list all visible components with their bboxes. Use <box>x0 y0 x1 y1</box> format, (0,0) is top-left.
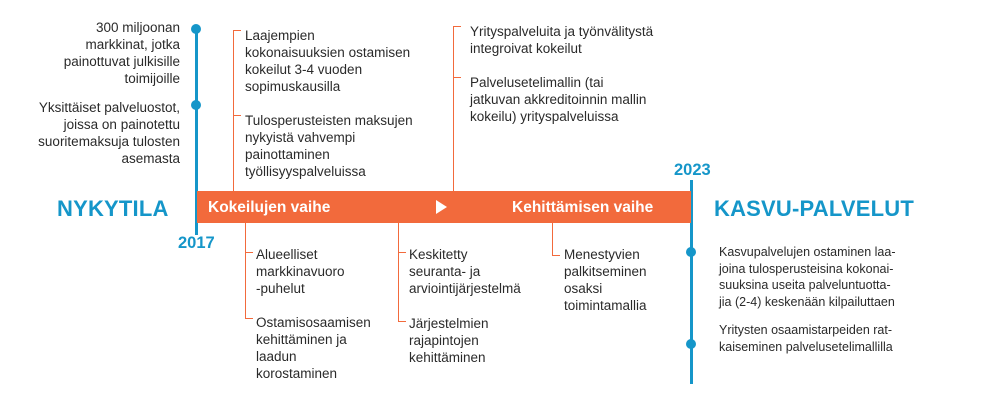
tick-above-second-1 <box>453 26 461 27</box>
below-second-item-2: Järjestelmien rajapintojen kehittäminen <box>409 316 489 365</box>
connector-above-first <box>233 30 234 191</box>
timeline-right-dot-2 <box>686 339 696 349</box>
connector-below-first <box>245 223 246 318</box>
left-item-2: Yksittäiset palveluostot, joissa on painotettu suoritemaksuja tulosten asemasta <box>38 100 180 166</box>
below-first-item-2: Ostamisosaamisen kehittäminen ja laadun korostaminen <box>256 315 371 381</box>
tick-below-first-2 <box>245 318 253 319</box>
right-item-2: Yritysten osaamistarpeiden rat- kaiseminen palvelusetelimallilla <box>719 323 893 354</box>
connector-above-second <box>453 26 454 191</box>
year-start: 2017 <box>178 234 215 252</box>
above-first-item-2: Tulosperusteisten maksujen nykyistä vahvempi painottaminen työllisyyspalveluissa <box>245 113 413 179</box>
year-end: 2023 <box>674 161 711 179</box>
tick-above-second-2 <box>453 77 461 78</box>
left-item-1: 300 miljoonan markkinat, jotka painottuvat julkisille toimijoille <box>63 20 180 86</box>
tick-below-third-1 <box>552 255 560 256</box>
below-first-item-1: Alueelliset markkinavuoro -puhelut <box>256 247 345 296</box>
tick-above-first-2 <box>233 115 241 116</box>
above-second-item-2: Palvelusetelimallin (tai jatkuvan akkreditoinnin mallin kokeilu) yrityspalveluissa <box>470 75 647 124</box>
below-third-item-1: Menestyvien palkitseminen osaksi toimintamallia <box>564 247 647 313</box>
timeline-mid-dot <box>191 100 201 110</box>
phase-label-first: Kokeilujen vaihe <box>208 199 331 216</box>
above-second-item-1: Yrityspalveluita ja työnvälitystä integroivat kokeilut <box>470 24 654 56</box>
connector-below-second <box>398 223 399 322</box>
timeline-start-dot <box>191 24 201 34</box>
above-first-item-1: Laajempien kokonaisuuksien ostamisen kokeilut 3-4 vuoden sopimuskausilla <box>245 28 411 94</box>
heading-kasvu-palvelut: KASVU-PALVELUT <box>714 196 914 221</box>
arrow-right-icon <box>436 200 447 214</box>
connector-below-third <box>552 223 553 255</box>
tick-below-second-1 <box>398 252 406 253</box>
heading-nykytila: NYKYTILA <box>57 196 169 221</box>
timeline-right-dot-1 <box>686 247 696 257</box>
right-item-1: Kasvupalvelujen ostaminen laa- joina tulosperusteisina kokonai- suuksina useita palveluntuotta- jia (2-4) keskenään kilpailuttaen <box>719 245 896 309</box>
below-second-item-1: Keskitetty seuranta- ja arviointijärjestelmä <box>409 247 521 296</box>
tick-above-first-1 <box>233 30 241 31</box>
tick-below-first-1 <box>245 252 253 253</box>
phase-label-second: Kehittämisen vaihe <box>512 199 654 216</box>
tick-below-second-2 <box>398 321 406 322</box>
